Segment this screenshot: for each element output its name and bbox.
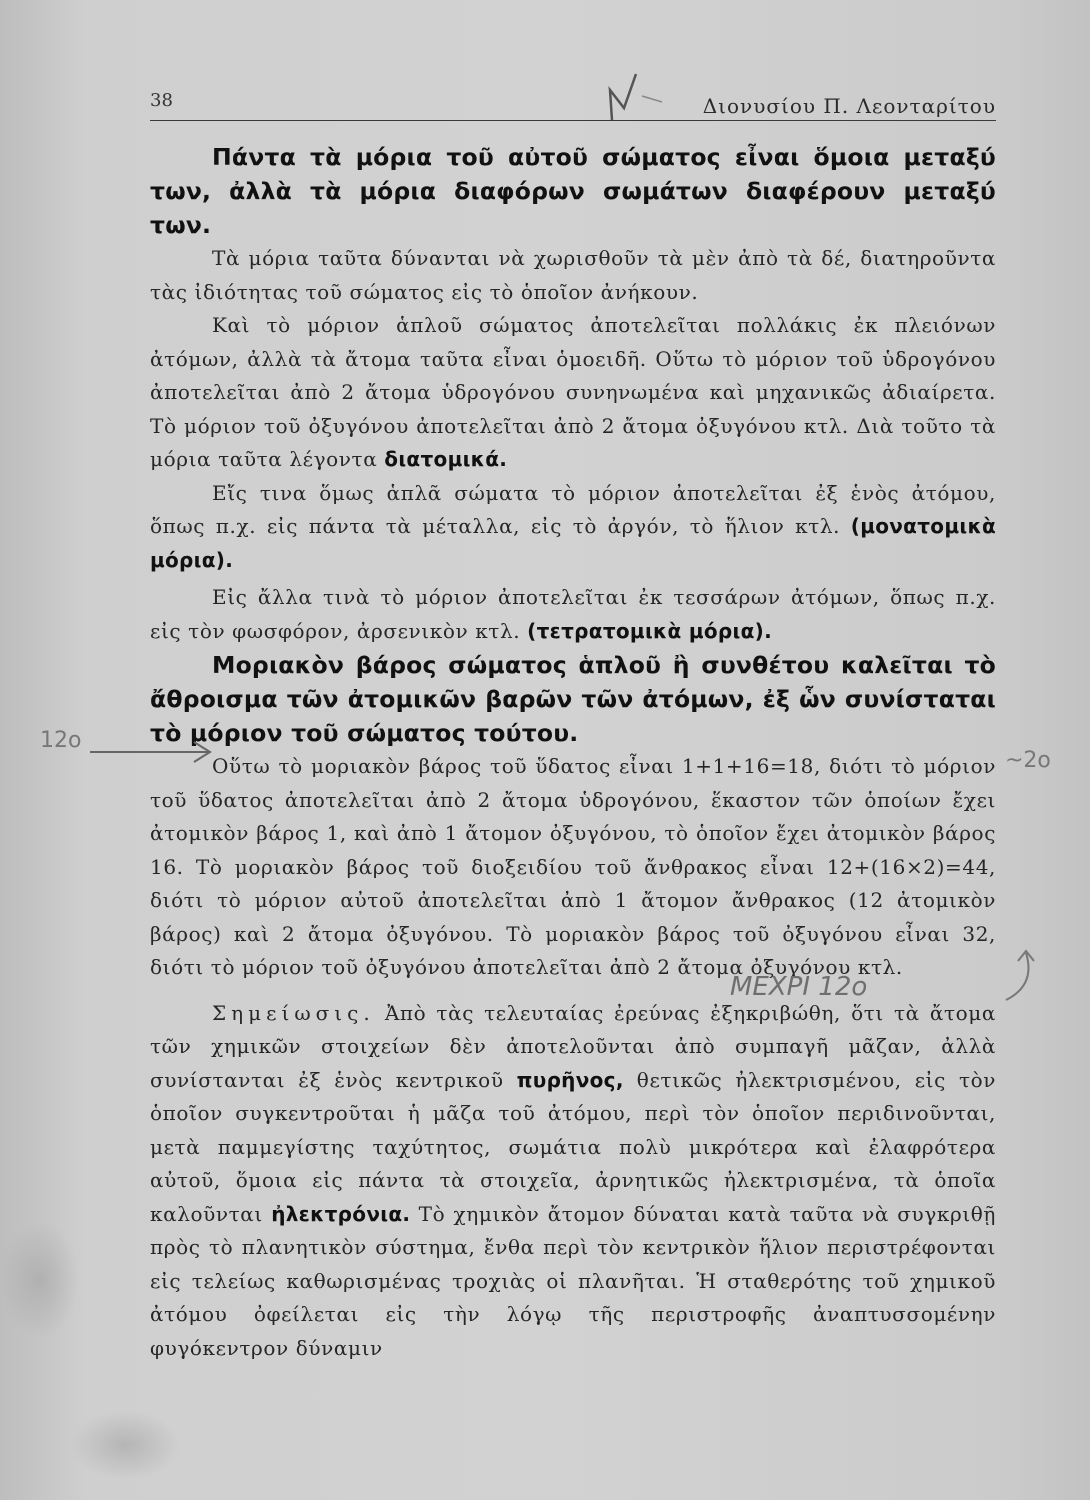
paragraph: Οὕτω τὸ μοριακὸν βάρος τοῦ ὕδατος εἶναι 1+1+16=18, διότι τὸ μόριον τοῦ ὕδατος ἀποτελεῖται ἀπὸ 2 ἄτομα ὑδρογόνου, ἕκαστον τῶν ὁποίων ἔχει ἀτομικὸν βάρος 1, καὶ ἀπὸ 1 ἄτομον ὀξυγόνου, τὸ ὁποῖον ἔχει ἀτομικὸν βάρος 16. Τὸ μοριακὸν βάρος τοῦ διοξειδίου τοῦ ἄνθρακος εἶναι 12+(16×2)=44, διότι τὸ μόριον αὐτοῦ ἀποτελεῖται ἀπὸ 1 ἄτομον ἄνθρακος (12 ἀτομικὸν βάρος) καὶ 2 ἄτομα ὀξυγόνου. Τὸ μοριακὸν βάρος τοῦ ὀξυγόνου εἶναι 32, διότι τὸ μόριον τοῦ ὀξυγόνου ἀποτελεῖται ἀπὸ 2 ἄτομα ὀξυγόνου κτλ.	[150, 754, 996, 979]
bold-term: ἠλεκτρόνια.	[271, 1201, 411, 1226]
paragraph-text: Καὶ τὸ μόριον ἁπλοῦ σώματος ἀποτελεῖται πολλάκις ἐκ πλειόνων ἀτόμων, ἀλλὰ τὰ ἄτομα ταῦτα εἶναι ὁμοειδῆ. Οὕτω τὸ μόριον τοῦ ὑδρογόνου ἀποτελεῖται ἀπὸ 2 ἄτομα ὑδρογόνου συνηνωμένα καὶ μηχανικῶς ἀδιαίρετα. Τὸ μόριον τοῦ ὀξυγόνου ἀποτελεῖται ἀπὸ 2 ἄτομα ὀξυγόνου κτλ. Διὰ τοῦτο τὰ μόρια ταῦτα λέγοντα	[150, 313, 996, 471]
pencil-arrow-icon	[70, 738, 220, 768]
page-header	[150, 88, 996, 121]
bold-term: διατομικά.	[384, 447, 508, 471]
bold-paragraph: Μοριακὸν βάρος σώματος ἁπλοῦ ἢ συνθέτου καλεῖται τὸ ἄθροισμα τῶν ἀτομικῶν βαρῶν τῶν ἀτόμων, ἐξ ὧν συνίσταται τὸ μόριον τοῦ σώματος τούτου.	[150, 651, 996, 747]
paragraph	[150, 581, 996, 648]
page-body	[150, 140, 996, 1365]
bold-paragraph: Πάντα τὰ μόρια τοῦ αὐτοῦ σώματος εἶναι ὅμοια μεταξύ των, ἀλλὰ τὰ μόρια διαφόρων σωμάτων διαφέρουν μεταξύ των.	[150, 143, 996, 239]
paragraph-text: θετικῶς ἠλεκτρισμένου, εἰς τὸν ὁποῖον συγκεντροῦται ἡ μᾶζα τοῦ ἀτόμου, περὶ τὸν ὁποῖον περιδινοῦνται, μετὰ παμμεγίστης ταχύτητος, σωμάτια πολὺ μικρότερα καὶ ἐλαφρότερα αὐτοῦ, ὅμοια εἰς πάντα τὰ στοιχεῖα, ἀρνητικῶς ἠλεκτρισμένα, τὰ ὁποῖα καλοῦνται	[150, 1067, 997, 1226]
pencil-curve-arrow-icon	[996, 945, 1046, 1005]
note-paragraph	[150, 997, 996, 1366]
paragraph: Τὰ μόρια ταῦτα δύνανται νὰ χωρισθοῦν τὰ μὲν ἀπὸ τὰ δέ, διατηροῦντα τὰς ἰδιότητας τοῦ σώματος εἰς τὸ ὁποῖον ἀνήκουν.	[150, 246, 996, 304]
paragraph-text: Τὸ χημικὸν ἄτομον δύναται κατὰ ταῦτα νὰ συγκριθῇ πρὸς τὸ πλανητικὸν σύστημα, ἔνθα περὶ τὸν κεντρικὸν ἥλιον περιστρέφονται εἰς τελείως καθωρισμένας τροχιὰς οἱ πλανῆται. Ἡ σταθερότης τοῦ χημικοῦ ἀτόμου ὀφείλεται εἰς τὴν λόγῳ τῆς περιστροφῆς ἀναπτυσσομένην φυγόκεντρον δύναμιν	[150, 1201, 996, 1360]
paragraph	[150, 309, 996, 477]
handwritten-margin-note: 12ο	[40, 728, 82, 753]
paragraph-text: Εἰς ἄλλα τινὰ τὸ μόριον ἀποτελεῖται ἐκ τεσσάρων ἀτόμων, ὅπως π.χ. εἰς τὸν φωσφόρον, ἀρσενικὸν κτλ.	[150, 585, 996, 643]
smudge-mark	[70, 1410, 180, 1480]
bold-term: πυρῆνος,	[516, 1067, 624, 1092]
note-label: Σημείωσις.	[212, 1000, 375, 1025]
smudge-mark	[0, 1220, 80, 1340]
page-number: 38	[150, 90, 173, 111]
paragraph	[150, 477, 996, 578]
pencil-checkmark-icon	[562, 68, 672, 124]
paragraph-text: Ἀπὸ τὰς τελευταίας ἐρεύνας ἐξηκριβώθη, ὅτι τὰ ἄτομα τῶν χημικῶν στοιχείων δὲν ἀποτελοῦνται ἀπὸ συμπαγῆ μᾶζαν, ἀλλὰ συνίστανται ἐξ ἑνὸς κεντρικοῦ	[150, 1000, 996, 1092]
bold-term: (τετρατομικὰ μόρια).	[527, 618, 772, 643]
handwritten-margin-note: ~2ο	[1005, 748, 1051, 773]
handwritten-note: ΜΕΧΡΙ 12ο	[730, 972, 868, 1002]
paragraph-text: Εἴς τινα ὅμως ἁπλᾶ σώματα τὸ μόριον ἀποτελεῖται ἐξ ἑνὸς ἀτόμου, ὅπως π.χ. εἰς πάντα τὰ μέταλλα, εἰς τὸ ἀργόν, τὸ ἥλιον κτλ.	[150, 480, 996, 538]
running-head: Διονυσίου Π. Λεονταρίτου	[702, 94, 996, 118]
bold-term: (μονατομικὰ μόρια).	[150, 514, 996, 572]
